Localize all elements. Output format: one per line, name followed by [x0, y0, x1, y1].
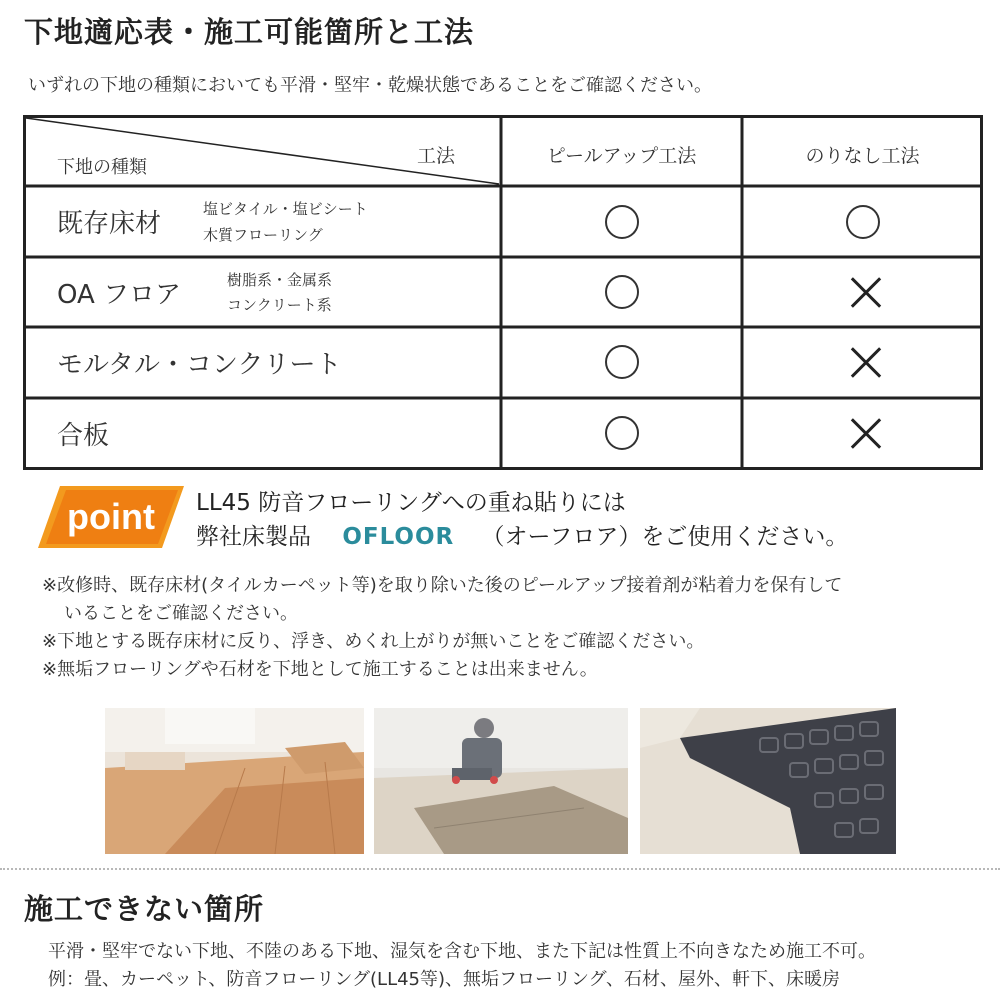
section2-line2: 例：畳、カーペット、防音フローリング(LL45等)、無垢フローリング、石材、屋外、軒下、床暖房 [48, 969, 840, 990]
note-1: ※改修時、既存床材(タイルカーペット等)を取り除いた後のピールアップ接着剤が粘着力を保有して [42, 575, 843, 596]
section2-title: 施工できない箇所 [24, 892, 265, 926]
point-line1: LL45 防音フローリングへの重ね貼りには [196, 490, 626, 516]
cross-mark-icon [849, 275, 883, 309]
cross-mark-icon [849, 416, 883, 450]
cross-mark-icon [849, 345, 883, 379]
page-title: 下地適応表・施工可能箇所と工法 [24, 15, 475, 49]
circle-mark-icon [605, 205, 639, 239]
ofloor-brand: OFLOOR [342, 524, 455, 550]
row-mortar-concrete-name: モルタル・コンクリート [57, 350, 342, 380]
note-1-cont: いることをご確認ください。 [64, 603, 298, 624]
page-subtitle: いずれの下地の種類においても平滑・堅牢・乾燥状態であることをご確認ください。 [28, 75, 712, 96]
point-line2-prefix: 弊社床製品 [196, 524, 311, 550]
svg-text:point: point [67, 496, 155, 537]
header-peelup: ピールアップ工法 [546, 145, 697, 167]
substrate-table [23, 115, 983, 470]
header-substrate-label: 下地の種類 [57, 157, 147, 178]
section2-line1: 平滑・堅牢でない下地、不陸のある下地、湿気を含む下地、また下記は性質上不向きなため施工不可。 [48, 941, 876, 962]
header-no-glue: のりなし工法 [805, 145, 920, 167]
row-existing-floor-sub2: 木質フローリング [203, 226, 323, 244]
point-line2-suffix: （オーフロア）をご使用ください。 [481, 524, 849, 550]
row-oa-floor-name: OA フロア [57, 280, 182, 310]
circle-mark-icon [605, 345, 639, 379]
section-divider [0, 868, 1000, 870]
photo-worker-installing [374, 708, 628, 854]
row-oa-floor-sub2: コンクリート系 [227, 296, 332, 314]
row-existing-floor-sub1: 塩ビタイル・塩ビシート [203, 200, 368, 218]
header-method-label: 工法 [417, 145, 456, 167]
circle-mark-icon [846, 205, 880, 239]
photo-oa-floor [640, 708, 896, 854]
row-plywood-name: 合板 [57, 421, 110, 451]
note-2: ※下地とする既存床材に反り、浮き、めくれ上がりが無いことをご確認ください。 [42, 631, 705, 652]
circle-mark-icon [605, 416, 639, 450]
note-3: ※無垢フローリングや石材を下地として施工することは出来ません。 [42, 659, 598, 680]
point-badge [38, 486, 184, 548]
circle-mark-icon [605, 275, 639, 309]
row-oa-floor-sub1: 樹脂系・金属系 [227, 271, 333, 289]
row-existing-floor-name: 既存床材 [57, 209, 162, 239]
photo-wood-floor [105, 708, 364, 854]
point-line2 [196, 518, 848, 551]
